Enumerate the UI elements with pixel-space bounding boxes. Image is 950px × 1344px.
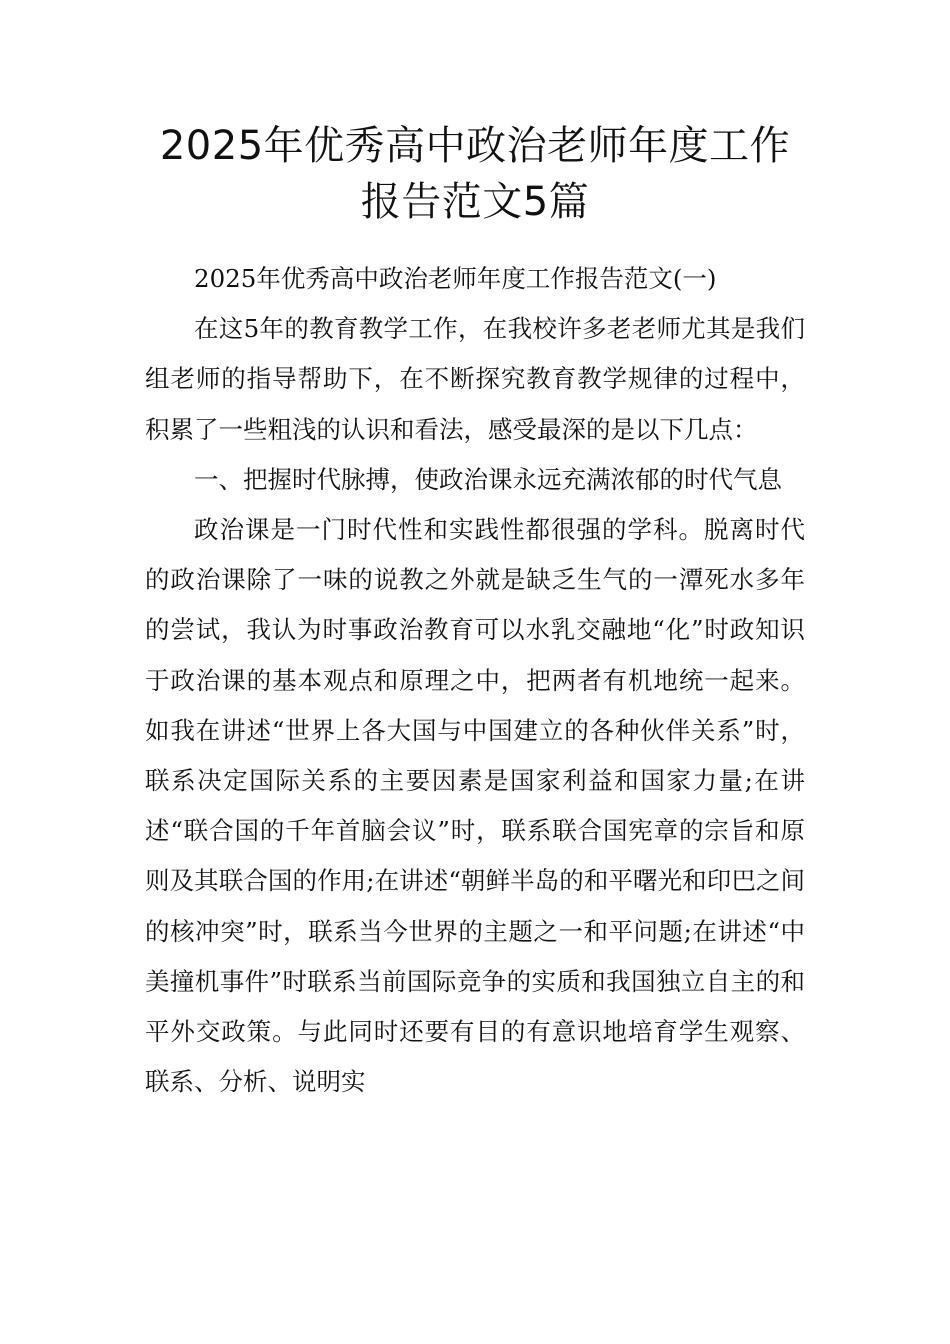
subtitle-paragraph: 2025年优秀高中政治老师年度工作报告范文(一) [194, 264, 717, 293]
section-heading-paragraph: 一、把握时代脉搏，使政治课永远充满浓郁的时代气息 [194, 464, 782, 494]
body-paragraph: 在这5年的教育教学工作，在我校许多老老师尤其是我们组老师的指导帮助下，在不断探究教育教学规律的过程中，积累了一些粗浅的认识和看法，感受最深的是以下几点： [145, 314, 805, 444]
body-paragraph: 政治课是一门时代性和实践性都很强的学科。脱离时代的政治课除了一味的说教之外就是缺乏生气的一潭死水多年的尝试，我认为时事政治教育可以水乳交融地“化”时政知识于政治课的基本观点和原理之中，把两者有机地统一起来。如我在讲述“世界上各大国与中国建立的各种伙伴关系”时，联系决定国际关系的主要因素是国家利益和国家力量;在讲述“联合国的千年首脑会议”时，联系联合国宪章的宗旨和原则及其联合国的作用;在讲述“朝鲜半岛的和平曙光和印巴之间的核冲突”时，联系当今世界的主题之一和平问题;在讲述“中美撞机事件”时联系当前国际竞争的实质和我国独立自主的和平外交政策。与此同时还要有目的有意识地培育学生观察、联系、分析、说明实 [145, 515, 805, 1097]
document-body [145, 254, 805, 1107]
document-title: 2025年优秀高中政治老师年度工作报告范文5篇 [159, 123, 791, 225]
